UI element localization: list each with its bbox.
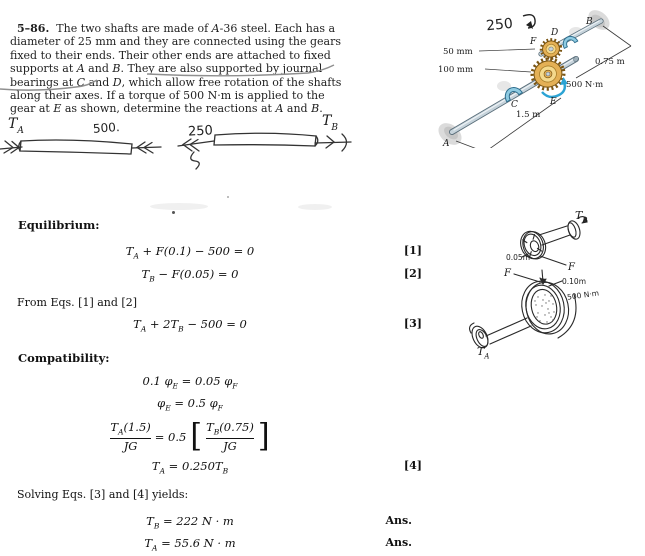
equation-2	[10, 267, 430, 287]
fraction-lhs-den: JG	[123, 438, 138, 453]
equation-1-math: $T_A + F(0.1) - 500 = 0$	[125, 244, 255, 261]
fbd-left-applied: 500.	[92, 119, 121, 136]
answer-2-math: $T_A = 55.6$ N · m	[144, 536, 236, 553]
sketch-tb: $T_B$	[575, 209, 588, 225]
fbd-right-torque: $T_B$	[322, 113, 338, 133]
equation-4	[10, 459, 430, 479]
label-a: A	[443, 139, 450, 148]
dim-50mm: 50 mm	[443, 47, 473, 57]
dim-100mm: 100 mm	[438, 65, 474, 75]
solving-note: Solving Eqs. [3] and [4] yields:	[17, 488, 189, 501]
fbd-right-applied: 250	[187, 123, 214, 140]
answer-1-label: Ans.	[385, 514, 412, 527]
compat-equation-2-math: $\varphi_E = 0.5$ $\varphi_F$	[157, 396, 223, 413]
sketch-f-lower: F	[504, 268, 511, 279]
compat-fraction-math: $\frac{T_A(1.5)}{JG}$ = 0.5 [ $\frac{T_B(0.75)}{JG}$ ]	[110, 418, 270, 455]
answer-2	[10, 536, 430, 556]
dim-15m: 1.5 m	[516, 110, 541, 120]
radius-leaders	[479, 49, 535, 72]
fraction-rhs-den: JG	[223, 438, 237, 453]
compat-fraction-equation	[10, 419, 430, 455]
sketch-f-upper: F	[568, 262, 575, 273]
shaft-gear-figure	[430, 0, 645, 148]
label-b: B	[586, 17, 593, 27]
sketch-500nm: 500 N·m	[566, 288, 600, 302]
equation-1-ref: [1]	[403, 244, 422, 257]
equation-4-ref: [4]	[403, 459, 422, 472]
label-c: C	[511, 100, 518, 110]
gear-fbd-sketch	[450, 205, 635, 360]
gear-e	[528, 55, 568, 93]
equation-2-ref: [2]	[403, 267, 422, 280]
torque-label: 500 N·m	[566, 80, 604, 90]
sketch-005m: 0.05m	[506, 253, 531, 262]
equation-4-math: $T_A = 0.250T_B$	[151, 459, 229, 476]
problem-number: 5–86.	[17, 22, 50, 35]
dim-075m: 0.75 m	[595, 57, 625, 67]
gear-f	[539, 37, 564, 61]
solution-column	[10, 0, 430, 556]
compatibility-heading: Compatibility:	[18, 351, 110, 365]
handwritten-250: 250	[485, 15, 514, 35]
label-f: F	[530, 37, 537, 47]
answer-1	[10, 514, 430, 534]
compat-equation-1-math: 0.1 $\varphi_E = 0.05$ $\varphi_F$	[142, 374, 238, 391]
fraction-lhs-num: $T_A(1.5)$	[110, 420, 151, 437]
handwritten-torque-note	[485, 15, 535, 35]
sketch-010m: 0.10m	[562, 277, 587, 286]
equation-3-ref: [3]	[403, 317, 422, 330]
equation-3	[10, 317, 430, 337]
gear-stipple	[534, 294, 554, 322]
problem-text: The two shafts are made of A-36 steel. Each has a diameter of 25 mm and they are connected using the gears fixed to their ends. Their other ends are attached to fixed supports at A and B. They are also supported by journal bearings at C and D, which allow free rotation of the shafts along their axes. If a torque of 500 N·m is applied to the gear at E as shown, determine the reactions at A and B.	[10, 22, 342, 116]
sketch-ta: $T_A$	[477, 345, 490, 360]
compat-equation-1	[10, 374, 430, 394]
answer-2-label: Ans.	[385, 536, 412, 549]
equation-2-math: $T_B - F(0.05) = 0$	[141, 267, 239, 284]
label-d: D	[551, 28, 559, 38]
from-eqs-note: From Eqs. [1] and [2]	[17, 296, 137, 309]
answer-1-math: $T_B = 222$ N · m	[146, 514, 234, 531]
fbd-left-torque: $T_A$	[8, 116, 24, 136]
equation-3-math: $T_A + 2T_B - 500 = 0$	[133, 317, 247, 334]
fraction-relation: = 0.5	[154, 430, 187, 444]
compat-equation-2	[10, 396, 430, 416]
label-e: E	[550, 97, 557, 107]
equation-1	[10, 244, 430, 264]
equilibrium-heading: Equilibrium:	[18, 218, 100, 232]
fraction-rhs-num: $T_B(0.75)$	[206, 420, 254, 437]
